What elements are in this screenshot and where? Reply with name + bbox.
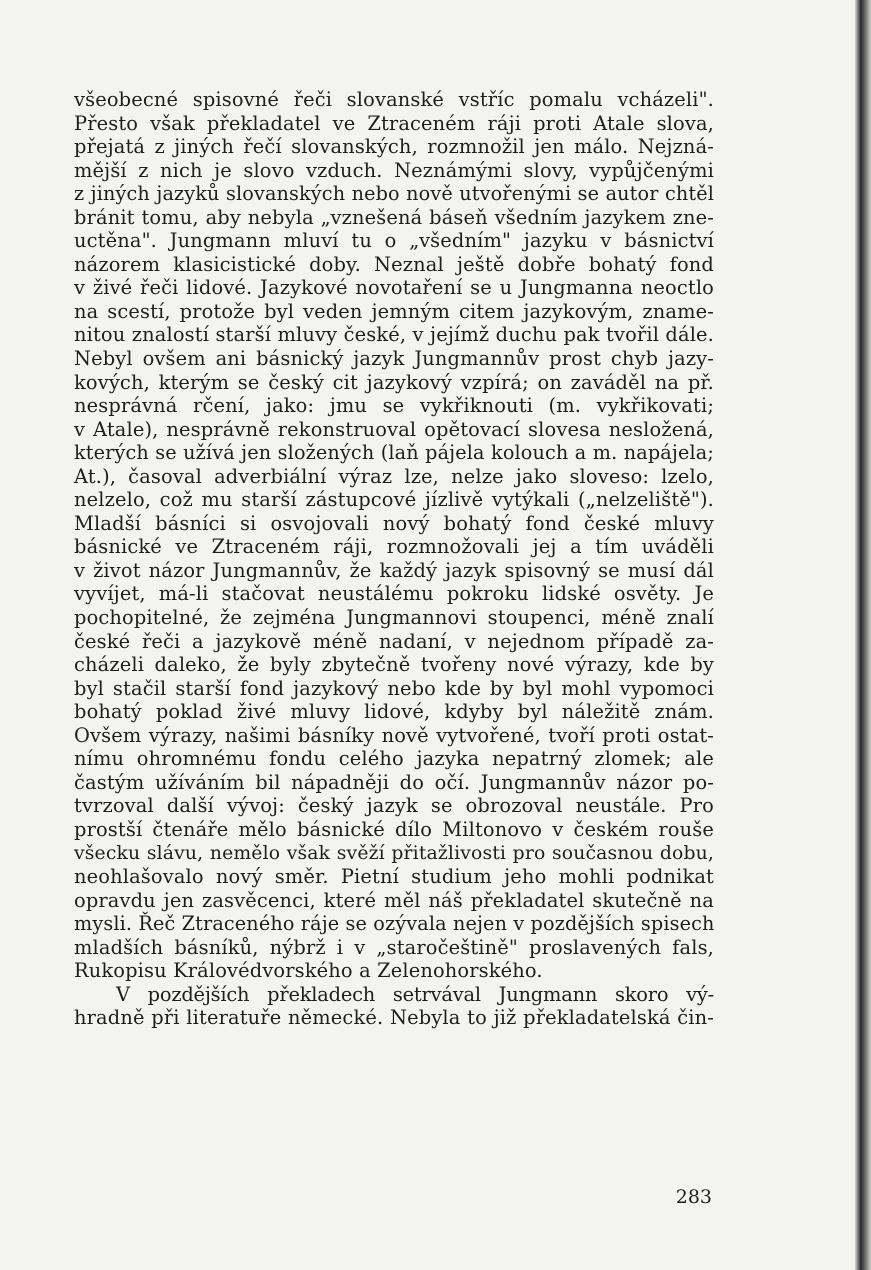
text-line: cházeli daleko, že byly zbytečně tvořeny nové výrazy, kde by [74, 653, 714, 677]
text-line-paragraph-start: V pozdějších překladech setrvával Jungmann skoro vý- [116, 982, 714, 1006]
text-line: neohlašovalo nový směr. Pietní studium jeho mohli podnikat [74, 865, 714, 889]
text-line: z jiných jazyků slovanských nebo nově utvořenými se autor chtěl [74, 182, 714, 206]
text-line: hradně při literatuře německé. Nebyla to již překladatelská čin- [74, 1006, 714, 1030]
text-line: nímu ohromnému fondu celého jazyka nepatrný zlomek; ale [74, 747, 714, 771]
text-line: přejatá z jiných řečí slovanských, rozmnožil jen málo. Nejzná- [74, 135, 714, 159]
text-line: Mladší básníci si osvojovali nový bohatý fond české mluvy [74, 511, 714, 535]
text-line: nitou znalostí starší mluvy české, v jejímž duchu pak tvořil dále. [74, 323, 714, 347]
text-line: opravdu jen zasvěcenci, které měl náš překladatel skutečně na [74, 888, 714, 912]
text-line: pochopitelné, že zejména Jungmannovi stoupenci, méně znalí [74, 606, 714, 630]
text-line: kových, kterým se český cit jazykový vzpírá; on zaváděl na př. [74, 370, 714, 394]
text-line: prostší čtenáře mělo básnické dílo Miltonovo v českém rouše [74, 817, 714, 841]
text-line: nesprávná rčení, jako: jmu se vykřiknouti (m. vykřikovati; [74, 394, 714, 418]
text-line: Nebyl ovšem ani básnický jazyk Jungmannův prost chyb jazy- [74, 347, 714, 371]
text-line: častým užíváním bil nápadněji do očí. Jungmannův názor po- [74, 770, 714, 794]
text-line: nelzelo, což mu starší zástupcové jízlivě vytýkali („nelzeliště"). [74, 488, 714, 512]
text-line: Přesto však překladatel ve Ztraceném ráji proti Atale slova, [74, 111, 714, 135]
text-line: vyvíjet, má-li stačovat neustálému pokroku lidské osvěty. Je [74, 582, 714, 606]
text-line: v život názor Jungmannův, že každý jazyk spisovný se musí dál [74, 558, 714, 582]
text-line: bohatý poklad živé mluvy lidové, kdyby byl náležitě znám. [74, 700, 714, 724]
text-line: kterých se užívá jen složených (laň pájela kolouch a m. napájela; [74, 441, 714, 465]
page-number: 283 [675, 1186, 712, 1208]
text-line: v živé řeči lidové. Jazykové novotaření se u Jungmanna neoctlo [74, 276, 714, 300]
text-line: bránit tomu, aby nebyla „vznešená báseň všedním jazykem zne- [74, 205, 714, 229]
text-line: v Atale), nesprávně rekonstruoval opětovací slovesa nesložená, [74, 417, 714, 441]
text-line: názorem klasicistické doby. Neznal ještě dobře bohatý fond [74, 252, 714, 276]
text-line: básnické ve Ztraceném ráji, rozmnožovali jej a tím uváděli [74, 535, 714, 559]
text-line: At.), časoval adverbiální výraz lze, nelze jako sloveso: lzelo, [74, 464, 714, 488]
text-line: mladších básníků, nýbrž i v „staročeštině" proslavených fals, [74, 935, 714, 959]
text-line: všeobecné spisovné řeči slovanské vstříc pomalu vcházeli". [74, 88, 714, 111]
body-text [74, 88, 714, 1030]
page-edge-shadow [855, 0, 871, 1270]
text-line: na scestí, protože byl veden jemným citem jazykovým, zname- [74, 299, 714, 323]
text-line: mysli. Řeč Ztraceného ráje se ozývala nejen v pozdějších spisech [74, 912, 715, 936]
text-line: mější z nich je slovo vzduch. Neznámými slovy, vypůjčenými [74, 158, 714, 182]
text-line: Rukopisu Královédvorského a Zelenohorského. [74, 959, 543, 983]
text-line: Ovšem výrazy, našimi básníky nově vytvořené, tvoří proti ostat- [74, 723, 714, 747]
text-line: tvrzoval další vývoj: český jazyk se obrozoval neustále. Pro [74, 794, 714, 818]
text-line: všecku slávu, nemělo však svěží přitažlivosti pro současnou dobu, [74, 842, 714, 864]
text-line: byl stačil starší fond jazykový nebo kde by byl mohl vypomoci [74, 676, 714, 700]
text-line: české řeči a jazykově méně nadaní, v nejednom případě za- [74, 629, 714, 653]
text-line: uctěna". Jungmann mluví tu o „všedním" jazyku v básnictví [74, 229, 714, 253]
